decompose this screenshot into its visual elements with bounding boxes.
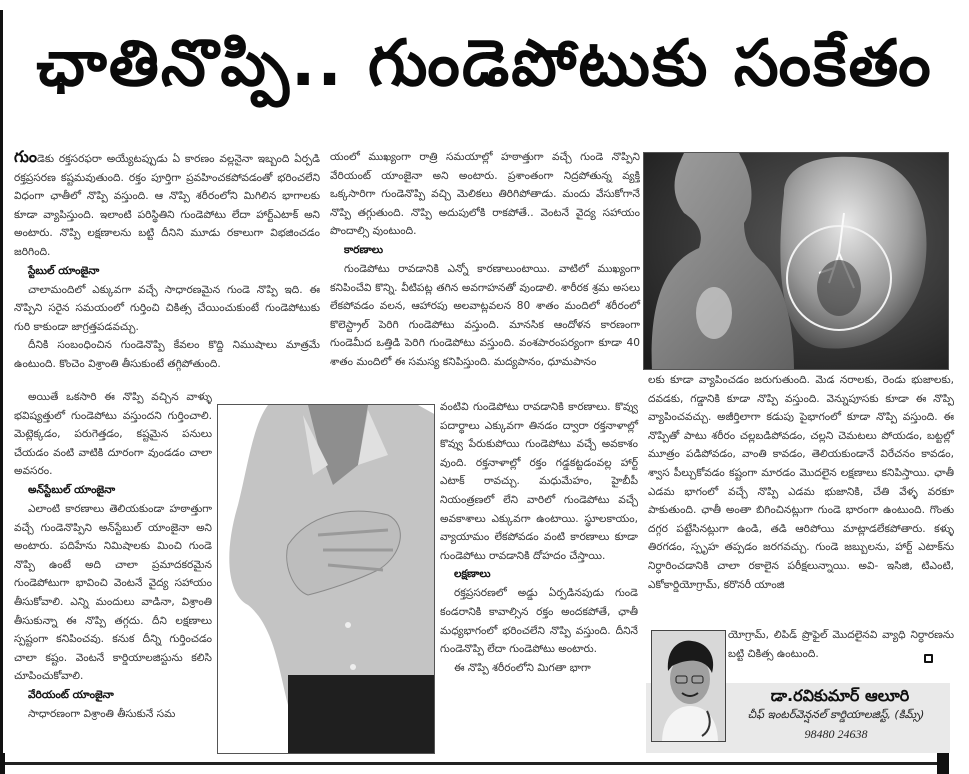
paragraph: సాధారణంగా విశ్రాంతి తీసుకునే సమ xyxy=(28,707,176,720)
column-2 xyxy=(330,148,640,372)
paragraph: యోగ్రామ్, లిపిడ్ ప్రొఫైల్ మొదలైనవి వ్యాధి నిర్ధారణను బట్టి చికిత్స ఉంటుంది. xyxy=(728,629,954,660)
column-2-lower xyxy=(440,398,638,677)
author-role: చీఫ్ ఇంటర్‌వెన్షనల్ కార్డియాలజిస్ట్, (కిమ్స్) xyxy=(747,708,925,721)
drop-cap-word: గుం xyxy=(14,147,37,166)
paragraph: లకు కూడా వ్యాపించడం జరుగుతుంది. మెడ నరాలకు, రెండు భుజాలకు, దవడకు, గడ్డానికి కూడా నొప్పి వస్తుంది. వెన్నుపూసకు కూడా ఈ నొప్పి వ్యాపించవచ్చు. అజీర్తిలాగా కడుపు పైభాగంలో కూడా నొప్పి వస్తుంది. ఈ నొప్పితో పాటు శరీరం చల్లబడిపోవడం, చల్లని చెమటలు పోయడం, బట్టల్లో మూత్రం పడిపోవడం, వాంతి కావడం, తెలియకుండానే విరేచనం కావడం, శ్వాస పీల్చుకోవడం కష్టంగా మారడం మొదలైన లక్షణాలు కనిపిస్తాయి. ఛాతీ ఎడమ భాగంలో వచ్చే నొప్పి ఎడమ భుజానికి, చేతి వేళ్ళ వరకూ పాకుతుంది. ఛాతీ అంతా బిగించినట్లుగా గుండె భారంగా ఉంటుంది. గొంతు దగ్గర పట్టేసినట్లుగా ఉండి, తడి ఆరిపోయి మాట్లాడలేకపోతారు. కళ్ళు తిరగడం, స్పృహ తప్పడం జరగవచ్చు. గుండె జబ్బులను, హార్ట్ ఎటాక్‌ను నిర్ధారించడానికి చాలా రకాలైన పరీక్షలున్నాయి. అవి- ఇసిజి, టిఎంటి, ఎకోకార్డియోగ్రామ్, కరొనరీ యాంజి xyxy=(648,374,954,591)
subheading-variant-angina: వేరియంట్ యాంజైనా xyxy=(28,688,114,701)
author-portrait xyxy=(651,630,726,742)
paragraph: అయితే ఒకసారి ఈ నొప్పి వచ్చిన వాళ్ళు భవిష్యత్తులో గుండెపోటు వస్తుందని గుర్తించాలి. మెట్లెక్కడం, పరుగెత్తడం, కష్టమైన పనులు చేయడం వంటి వాటికి దూరంగా వుండడం చాలా అవసరం. xyxy=(14,391,212,478)
author-name: డా.రవికుమార్ ఆలూరి xyxy=(770,686,910,705)
man-clutching-chest-photo xyxy=(217,404,435,754)
chest-pain-photo-icon xyxy=(218,405,435,754)
heart-anatomy-illustration xyxy=(643,152,949,370)
paragraph: దీనికి సంబంధించిన గుండెనొప్పి కేవలం కొద్ది నిముషాలు మాత్రమే ఉంటుంది. కొంచెం విశ్రాంతి తీసుకుంటే తగ్గిపోతుంది. xyxy=(14,339,320,370)
column-3 xyxy=(648,371,954,594)
paragraph: యంలో ముఖ్యంగా రాత్రి సమయాల్లో హఠాత్తుగా వచ్చే గుండె నొప్పిని వేరియంట్ యాంజైనా అని అంటారు. ప్రశాంతంగా నిద్రపోతున్న వ్యక్తి ఒక్కసారిగా గుండెనొప్పి వచ్చి మెలికలు తిరిగిపోతాడు. మందు వేసుకోగానే నొప్పి తగ్గుతుంది. నొప్పి అదుపులోకి రాకపోతే.. వెంటనే వైద్య సహాయం పొందాల్సి వుంటుంది. xyxy=(330,151,640,238)
end-of-article-icon xyxy=(924,654,933,663)
column-1 xyxy=(14,148,320,374)
column-3-end xyxy=(728,626,954,663)
subheading-unstable-angina: అన్‌స్టేబుల్ యాంజైనా xyxy=(28,483,116,496)
paragraph: గుండెపోటు రావడానికి ఎన్నో కారణాలుంటాయి. వాటిలో ముఖ్యంగా కనిపించేవి కొన్ని. వీటిపట్ల తగిన అవగాహనతో వుండాలి. శారీరక శ్రమ అసలు లేకపోవడం వలన, ఆహారపు అలవాట్లవలన 80 శాతం మందిలో శరీరంలో కొలెస్ట్రాల్ పెరిగి గుండెపోటు వస్తుంది. మానసిక ఆందోళన కారణంగా గుండెమీద ఒత్తిడి పెరిగి గుండెపోటు వస్తుంది. వంశపారంపర్యంగా కూడా 40 శాతం మందిలో ఈ సమస్య కనిపిస్తుంది. మద్యపానం, ధూమపానం xyxy=(330,262,640,368)
paragraph: రక్తప్రసరణలో అడ్డు ఏర్పడినపుడు గుండె కండరానికి కావాల్సిన రక్తం అందకపోతే, ఛాతీ మధ్యభాగంలో భరించలేని నొప్పి వస్తుంది. దీనినే గుండెనొప్పి లేదా గుండెపోటు అంటారు. xyxy=(440,587,638,656)
column-1-lower xyxy=(14,388,212,724)
intro-paragraph: గుండెకు రక్తసరఫరా అయ్యేటప్పుడు ఏ కారణం వల్లనైనా ఇబ్బంది ఏర్పడి రక్తప్రసరణ కష్టమవుతుంది. రక్తం పూర్తిగా ప్రవహించకపోవడంతో భరించలేని విధంగా ఛాతీలో నొప్పి వస్తుంది. ఆ నొప్పి శరీరంలోని మిగిలిన భాగాలకు కూడా వ్యాపిస్తుంది. ఇలాంటి పరిస్థితిని గుండెపోటు లేదా హార్ట్‌ఎటాక్ అని అంటారు. నొప్పి లక్షణాలను బట్టి దీనిని మూడు రకాలుగా విభజించడం జరిగింది. xyxy=(14,147,320,258)
corner-block-left xyxy=(0,753,5,774)
paragraph: ఈ నొప్పి శరీరంలోని మిగతా భాగా xyxy=(454,661,591,674)
subheading-causes: కారణాలు xyxy=(344,243,383,256)
author-phone: 98480 24638 xyxy=(804,727,868,741)
corner-block-right xyxy=(937,753,949,774)
bottom-border-rule xyxy=(0,762,945,765)
headline: ఛాతినొప్పి.. గుండెపోటుకు సంకేతం xyxy=(36,26,933,101)
heart-illustration-icon xyxy=(644,153,949,370)
paragraph: చాలామందిలో ఎక్కువగా వచ్చే సాధారణమైన గుండె నొప్పి ఇది. ఈ నొప్పిని సరైన సమయంలో గుర్తించి చికిత్స చేయించుకుంటే గుండెపోటుకు గురి కాకుండా జాగ్రత్తపడవచ్చు. xyxy=(14,283,320,333)
subheading-stable-angina: స్టేబుల్ యాంజైనా xyxy=(28,264,100,277)
paragraph: ఎలాంటి కారణాలు తెలియకుండా హఠాత్తుగా వచ్చే గుండెనొప్పిని అన్‌స్టేబుల్ యాంజైనా అని అంటారు. పదిహేను నిమిషాలకు మించి గుండె నొప్పి ఉంటే అది చాలా ప్రమాదకరమైన గుండెపోటుగా భావించి వెంటనే వైద్య సహాయం తీసుకోవాలి. ఎన్ని మందులు వాడినా, విశ్రాంతి తీసుకున్నా ఈ నొప్పి తగ్గదు. దీని లక్షణాలు స్పష్టంగా కనిపించవు. కనుక దీన్ని గుర్తించడం చాలా కష్టం. వెంటనే కార్డియాలజిస్టును కలిసి చూపించుకోవాలి. xyxy=(14,502,212,683)
subheading-symptoms: లక్షణాలు xyxy=(454,568,491,581)
paragraph: వంటివి గుండెపోటు రావడానికి కారణాలు. కొవ్వు పదార్థాలు ఎక్కువగా తినడం ద్వారా రక్తనాళాల్లో కొవ్వు పేరుకుపోయి గుండెపోటు వచ్చే అవకాశం వుంది. రక్తనాళాల్లో రక్తం గడ్డకట్టడంవల్ల హార్ట్ ఎటాక్ రావచ్చు. మధుమేహం, హైబీపీ నియంత్రణలో లేని వారిలో గుండెపోటు వచ్చే అవకాశాలు ఎక్కువగా ఉంటాయి. స్థూలకాయం, వ్యాయామం లేకపోవడం వంటి కారణాలు కూడా గుండెపోటు రావడానికి దోహదం చేస్తాయి. xyxy=(440,401,638,562)
author-portrait-icon xyxy=(652,631,726,742)
